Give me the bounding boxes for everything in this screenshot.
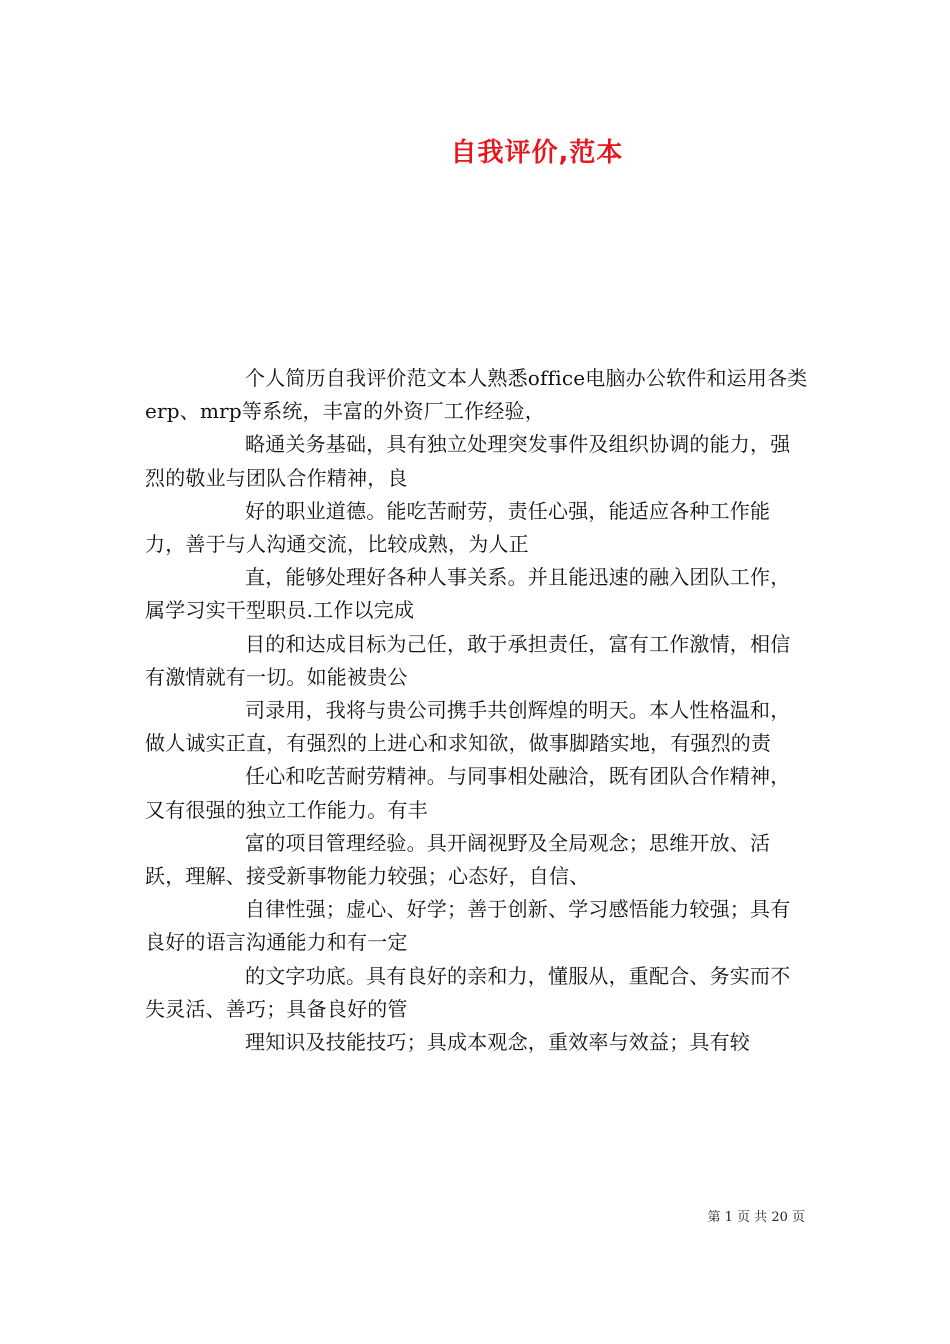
document-title: 自我评价,范本 — [450, 138, 624, 168]
paragraph-8: 富的项目管理经验。具开阔视野及全局观念；思维开放、活跃，理解、接受新事物能力较强；心态好，自信、 — [145, 830, 771, 889]
paragraph-1: 个人简历自我评价范文本人熟悉office电脑办公软件和运用各类erp、mrp等系统，丰富的外资厂工作经验， — [145, 366, 808, 424]
paragraph-7: 任心和吃苦耐劳精神。与同事相处融洽，既有团队合作精神，又有很强的独立工作能力。有丰 — [145, 764, 791, 822]
page-number-footer: 第 1 页 共 20 页 — [707, 1210, 805, 1225]
paragraph-10: 的文字功底。具有良好的亲和力，懂服从，重配合、务实而不失灵活、善巧；具备良好的管 — [145, 963, 791, 1021]
paragraph-2: 略通关务基础，具有独立处理突发事件及组织协调的能力，强烈的敬业与团队合作精神，良 — [145, 432, 791, 490]
paragraph-5: 目的和达成目标为己任，敢于承担责任，富有工作激情，相信有激情就有一切。如能被贵公 — [145, 631, 791, 689]
paragraph-11: 理知识及技能技巧；具成本观念，重效率与效益；具有较 — [245, 1030, 750, 1055]
document-body — [145, 362, 810, 1059]
paragraph-9: 自律性强；虚心、好学；善于创新、学习感悟能力较强；具有良好的语言沟通能力和有一定 — [145, 897, 791, 955]
paragraph-6: 司录用，我将与贵公司携手共创辉煌的明天。本人性格温和，做人诚实正直，有强烈的上进心和求知欲，做事脚踏实地，有强烈的责 — [145, 698, 791, 756]
paragraph-3: 好的职业道德。能吃苦耐劳，责任心强，能适应各种工作能力，善于与人沟通交流，比较成熟，为人正 — [145, 498, 771, 557]
paragraph-4: 直，能够处理好各种人事关系。并且能迅速的融入团队工作，属学习实干型职员.工作以完成 — [145, 565, 791, 623]
